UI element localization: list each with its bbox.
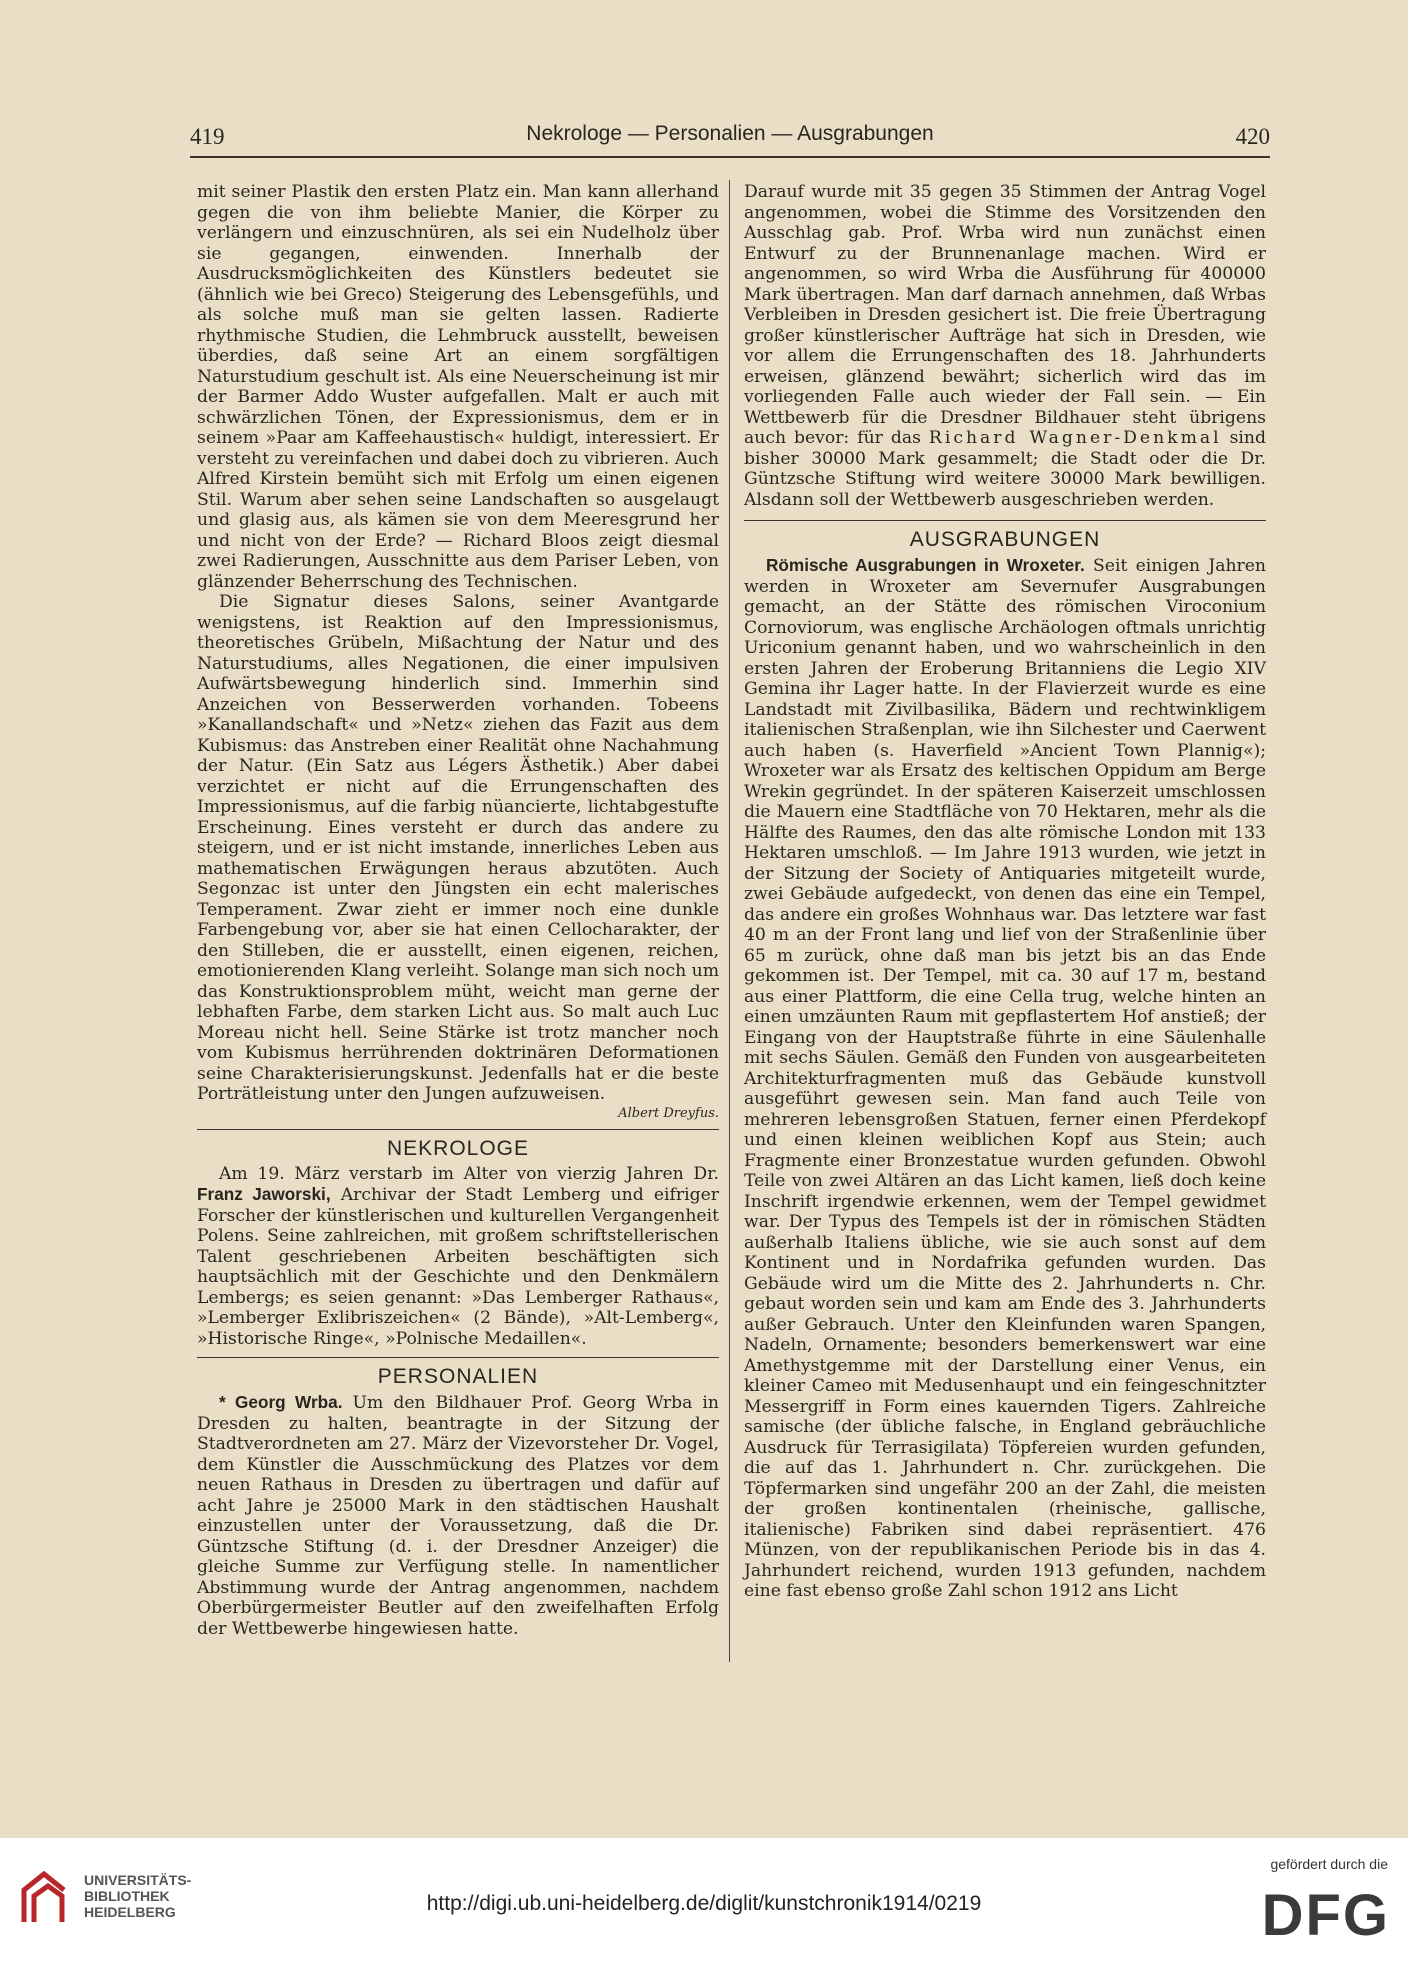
source-url-link[interactable]: http://digi.ub.uni-heidelberg.de/diglit/kunstchronik1914/0219 <box>426 1892 982 1915</box>
right-p1-start: Darauf wurde mit 35 gegen 35 Stimmen der Antrag Vogel angenommen, wobei die Stimme des Vorsitzenden den Ausschlag gab. Prof. Wrba wird nun zunächst einen Entwurf zu der Brunnenanlage machen. Wird er angenommen, so wird Wrba die Ausführung für 400000 Mark übertragen. Man darf darnach annehmen, daß Wrbas Verbleiben in Dresden gesichert ist. Die freie Übertragung großer künstlerischer Aufträge hat sich in Dresden, wie vor allem die Errungenschaften des 18. Jahrhunderts erweisen, glänzend bewährt; sicherlich wird das im vorliegenden Falle auch wieder der Fall sein. — Ein Wettbewerb für die Dresdner Bildhauer steht übrigens auch bevor: für das <box>744 182 1266 448</box>
personalien-body: Um den Bildhauer Prof. Georg Wrba in Dresden zu halten, beantragte in der Sitzung der Stadtverordneten am 27. März der Vizevorsteher Dr. Vogel, dem Künstler die Ausschmückung des Platzes vor dem neuen Rathaus in Dresden zu übertragen und dafür auf acht Jahre je 25000 Mark in den städtischen Haushalt einzustellen unter der Voraussetzung, daß die Dr. Güntzsche Stiftung (d. i. der Dresdner Anzeiger) die gleiche Summe zur Verfügung stelle. In namentlicher Abstimmung wurde der Antrag angenommen, nachdem Oberbürgermeister Beutler auf den zweifelhaften Erfolg der Wettbewerbe hingewiesen hatte. <box>197 1393 719 1639</box>
funding-label: gefördert durch die <box>1270 1856 1388 1872</box>
personalien-name: * Georg Wrba. <box>219 1392 343 1412</box>
page-number-left: 419 <box>190 124 225 149</box>
section-title-nekrologe: NEKROLOGE <box>386 1136 530 1160</box>
ausgrabungen-heading: Römische Ausgrabungen in Wroxeter. <box>766 555 1085 575</box>
left-column <box>197 182 719 1639</box>
dfg-logo-icon: DFG <box>1261 1883 1390 1948</box>
library-line-3: HEIDELBERG <box>84 1904 176 1920</box>
header-rule <box>190 156 1270 158</box>
section-rule <box>197 1129 719 1130</box>
left-paragraph-1: mit seiner Plastik den ersten Platz ein. Man kann allerhand gegen die von ihm beliebte Manier, die Körper zu verlängern und einzuschnüren, als sei ein Nudelholz über sie gegangen, einwenden. Innerhalb der Ausdrucksmöglichkeiten des Künstlers bedeutet sie (ähnlich wie bei Greco) Steigerung des Lebensgefühls, und als solche muß man sie gelten lassen. Radierte rhythmische Studien, die Lehmbruck ausstellt, beweisen überdies, daß seine Art an einem sorgfältigen Naturstudium geschult ist. Als eine Neuerscheinung ist mir der Barmer Addo Wuster aufgefallen. Malt er auch mit schwärzlichen Tönen, der Expressionismus, dem er in seinem »Paar am Kaffeehaustisch« huldigt, interessiert. Er versteht zu vereinfachen und dabei doch zu vibrieren. Auch Alfred Kirstein bemüht sich mit Erfolg um einen eigenen Stil. Warum aber sehen seine Landschaften so ausgelaugt und glasig aus, als kämen sie von dem Meeresgrund her und nicht von der Erde? — Richard Bloos zeigt diesmal zwei Radierungen, Ausschnitte aus dem Pariser Leben, von glänzender Beherrschung des Technischen. <box>197 182 719 592</box>
nekrologe-body: Archivar der Stadt Lemberg und eifriger Forscher der künstlerischen und kulturellen Vergangenheit Polens. Seine zahlreichen, mit großem schriftstellerischen Talent geschriebenen Arbeiten beschäftigten sich hauptsächlich mit der Geschichte und den Denkmälern Lembergs; es seien genannt: »Das Lemberger Rathaus«, »Lemberger Exlibriszeichen« (2 Bände), »Alt-Lemberg«, »Historische Ringe«, »Polnische Medaillen«. <box>197 1185 719 1349</box>
ausgrabungen-paragraph <box>744 555 1266 1602</box>
left-paragraph-2: Die Signatur dieses Salons, seiner Avantgarde wenigstens, ist Reaktion auf den Impressionismus, theoretisches Grübeln, Mißachtung der Natur und des Naturstudiums, alles Negationen, die einer impulsiven Aufwärtsbewegung hinderlich sind. Immerhin sind Anzeichen von Besserwerden vorhanden. Tobeens »Kanallandschaft« und »Netz« ziehen das Fazit aus dem Kubismus: das Anstreben einer Realität ohne Nachahmung der Natur. (Ein Satz aus Légers Ästhetik.) Aber dabei verzichtet er nicht auf die Errungenschaften des Impressionismus, auf die farbig nüancierte, lichtabgestufte Erscheinung. Eines versteht er durch das andere zu steigern, und er ist nicht imstande, innerliches Leben aus mathematischen Erwägungen heraus abzutöten. Auch Segonzac ist unter den Jüngsten ein echt malerisches Temperament. Zwar zieht er immer noch eine dunkle Farbengebung vor, aber sie hat einen Cellocharakter, der den Stilleben, die er ausstellt, einen eigenen, reichen, emotionierenden Klang verleiht. Solange man sich noch um das Konstruktionsproblem müht, weicht man gerne der lebhaften Farbe, dem starken Licht aus. So malt auch Luc Moreau nicht hell. Seine Stärke ist trotz mancher noch vom Kubismus herrührenden doktrinären Deformationen seine Charakterisierungskunst. Jedenfalls hat er die beste Porträtleistung unter den Jungen aufzuweisen. <box>197 592 719 1104</box>
section-title-ausgrabungen: AUSGRABUNGEN <box>909 528 1101 551</box>
library-line-2: BIBLIOTHEK <box>84 1888 170 1904</box>
right-p1-end: sind bisher 30000 Mark gesammelt; die Stadt oder die Dr. Güntzsche Stiftung wird weitere 30000 Mark bewilligen. Alsdann soll der Wettbewerb ausgeschrieben werden. <box>744 428 1266 510</box>
personalien-paragraph <box>197 1392 719 1639</box>
section-rule <box>744 520 1266 521</box>
nekrologe-name: Franz Jaworski, <box>197 1184 331 1204</box>
section-title-personalien: PERSONALIEN <box>377 1365 539 1388</box>
running-header <box>190 118 1270 158</box>
nekrologe-paragraph <box>197 1164 719 1350</box>
header-title: Nekrologe — Personalien — Ausgrabungen <box>526 122 934 145</box>
ausgrabungen-body: Seit einigen Jahren werden in Wroxeter am Severnufer Ausgrabungen gemacht, an der Stätte des römischen Viroconium Cornoviorum, was englische Archäologen oftmals unrichtig Uriconium genannt haben, und wo wahrscheinlich in den ersten Jahren der Eroberung Britanniens die Legio XIV Gemina ihr Lager hatte. In der Flavierzeit wurde es eine Landstadt mit Zivilbasilika, Bädern und rechtwinkligem italienischen Straßenplan, wie ihn Silchester und Caerwent auch haben (s. Haverfield »Ancient Town Plannig«); Wroxeter war als Ersatz des keltischen Oppidum am Berge Wrekin gegründet. In der späteren Kaiserzeit umschlossen die Mauern eine Stadtfläche von 70 Hektaren, mehr als die Hälfte des Raumes, den das alte römische London mit 133 Hektaren umschloß. — Im Jahre 1913 wurden, wie jetzt in der Sitzung der Society of Antiquaries mitgeteilt wurde, zwei Gebäude aufgedeckt, von denen das eine ein Tempel, das andere ein großes Wohnhaus war. Das letztere war fast 40 m an der Front lang und lief von der Straßenlinie über 65 m zurück, ohne daß man bis jetzt bis an das Ende gekommen ist. Der Tempel, mit ca. 30 auf 17 m, bestand aus einer Plattform, die eine Cella trug, welche hinten an einen umzäunten Raum mit gepflastertem Hof anstieß; der Eingang von der Hauptstraße führte in eine Säulenhalle mit sechs Säulen. Gemäß den Funden von ausgearbeiteten Architekturfragmenten muß das Gebäude kunstvoll ausgeführt gewesen sein. Man fand auch Teile von mehreren lebensgroßen Statuen, ferner einen Pferdekopf und einen kleinen weiblichen Kopf aus Stein; auch Fragmente einer Bronzestatue wurden gefunden. Obwohl Teile von zwei Altären an das Licht kamen, ließ doch keine Inschrift irgendwie erkennen, wem der Tempel gewidmet war. Der Typus des Tempels ist der in römischen Städten außerhalb Italiens übliche, wie sie auch sonst auf dem Kontinent und in Nordafrika gefunden wurden. Das Gebäude wird um die Mitte des 2. Jahrhunderts n. Chr. gebaut worden sein und kam am Ende des 3. Jahrhunderts außer Gebrauch. Unter den Kleinfunden waren Spangen, Nadeln, Ornamente; besonders bemerkenswert war eine Amethystgemme mit der Darstellung einer Venus, ein kleiner Cameo mit Medusenhaupt und ein feingeschnitzter Messergriff in Form eines kauernden Tigers. Zahlreiche samische (der übliche falsche, in England gebräuchliche Ausdruck für Terrasigilata) Töpfereien wurden gefunden, die auf das 1. Jahrhundert n. Chr. zurückgehen. Die Töpfermarken sind ungefähr 200 an der Zahl, die meisten der großen kontinentalen (rheinische, gallische, italienische) Fabriken sind dabei repräsentiert. 476 Münzen, von der republikanischen Periode bis in das 4. Jahrhundert reichend, wurden 1913 gefunden, nachdem eine fast ebenso große Zahl schon 1912 ans Licht <box>744 556 1266 1601</box>
digitization-footer <box>0 1838 1408 1963</box>
author-signature: Albert Dreyfus. <box>618 1105 719 1121</box>
right-column <box>744 182 1266 1602</box>
column-divider <box>729 180 730 1662</box>
right-paragraph-1 <box>744 182 1266 510</box>
library-line-1: UNIVERSITÄTS- <box>84 1872 192 1888</box>
page-number-right: 420 <box>1235 124 1270 149</box>
section-rule <box>197 1357 719 1358</box>
nekrologe-intro: Am 19. März verstarb im Alter von vierzig Jahren Dr. <box>219 1163 719 1184</box>
right-p1-spaced: Richard Wagner-Denkmal <box>928 428 1222 448</box>
